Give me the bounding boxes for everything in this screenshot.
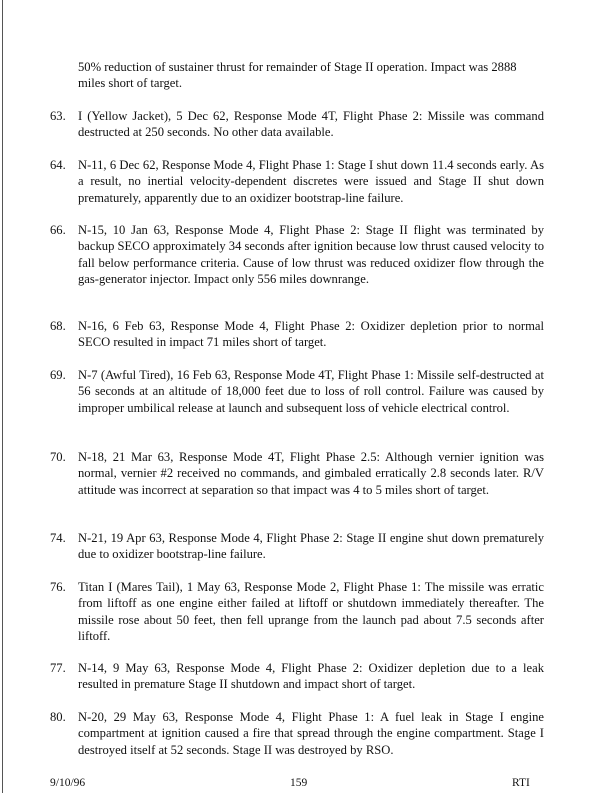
- item-number: 64.: [50, 158, 66, 172]
- item-number: 69.: [50, 368, 66, 382]
- list-item: [50, 222, 544, 287]
- item-number: 74.: [50, 531, 66, 545]
- item-text: Titan I (Mares Tail), 1 May 63, Response Mode 2, Flight Phase 1: The missile was erratic from liftoff as one engine either failed at liftoff or shutdown immediately thereafter. The missile rose about 50 feet, then fell uprange from the launch pad about 7.5 seconds after liftoff.: [78, 580, 544, 643]
- item-text: N-20, 29 May 63, Response Mode 4, Flight Phase 1: A fuel leak in Stage I engine compartment at ignition caused a fire that spread through the engine compartment. Stage I destroyed itself at 52 seconds. Stage II was destroyed by RSO.: [78, 710, 544, 757]
- page-edge-line: [2, 0, 3, 793]
- list-item: [50, 108, 544, 141]
- list-item: [50, 709, 544, 758]
- list-item: [50, 530, 544, 563]
- item-number: 70.: [50, 450, 66, 464]
- item-text: I (Yellow Jacket), 5 Dec 62, Response Mode 4T, Flight Phase 2: Missile was command destructed at 250 seconds. No other data available.: [78, 109, 544, 140]
- item-text: N-11, 6 Dec 62, Response Mode 4, Flight Phase 1: Stage I shut down 11.4 seconds early. As a result, no inertial velocity-dependent discretes were issued and Stage II shut down prematurely, apparently due to an oxidizer bootstrap-line failure.: [78, 158, 544, 205]
- item-number: 68.: [50, 319, 66, 333]
- list-item: [50, 660, 544, 693]
- item-text: N-16, 6 Feb 63, Response Mode 4, Flight Phase 2: Oxidizer depletion prior to normal SECO resulted in impact 71 miles short of target.: [78, 319, 544, 350]
- item-number: 77.: [50, 661, 66, 675]
- item-number: 80.: [50, 710, 66, 724]
- item-text: N-7 (Awful Tired), 16 Feb 63, Response Mode 4T, Flight Phase 1: Missile self-destructed at 56 seconds at an altitude of 18,000 feet due to loss of roll control. Failure was caused by improper umbilical release at launch and subsequent loss of vehicle electrical control.: [78, 368, 544, 415]
- list-item: [50, 367, 544, 416]
- list-item: [50, 449, 544, 498]
- item-number: 66.: [50, 223, 66, 237]
- footer-code: RTI: [512, 777, 530, 789]
- item-text: N-15, 10 Jan 63, Response Mode 4, Flight Phase 2: Stage II flight was terminated by backup SECO approximately 34 seconds after ignition because low thrust caused velocity to fall below performance criteria. Cause of low thrust was reduced oxidizer flow through the gas-generator injector. Impact only 556 miles downrange.: [78, 223, 544, 286]
- item-text: N-21, 19 Apr 63, Response Mode 4, Flight Phase 2: Stage II engine shut down prematurely due to oxidizer bootstrap-line failure.: [78, 531, 544, 562]
- item-text: N-18, 21 Mar 63, Response Mode 4T, Flight Phase 2.5: Although vernier ignition was normal, vernier #2 received no commands, and gimbaled erratically 2.8 seconds later. R/V attitude was incorrect at separation so that impact was 4 to 5 miles short of target.: [78, 450, 544, 497]
- item-number: 76.: [50, 580, 66, 594]
- list-item: [50, 157, 544, 206]
- item-number: 63.: [50, 109, 66, 123]
- continuation-paragraph: 50% reduction of sustainer thrust for remainder of Stage II operation. Impact was 2888 miles short of target.: [78, 60, 517, 91]
- footer-page-number: 159: [290, 777, 308, 789]
- list-item: [50, 579, 544, 644]
- item-text: N-14, 9 May 63, Response Mode 4, Flight Phase 2: Oxidizer depletion due to a leak resulted in premature Stage II shutdown and impact short of target.: [78, 661, 544, 692]
- list-item: [50, 318, 544, 351]
- footer-date: 9/10/96: [50, 777, 86, 789]
